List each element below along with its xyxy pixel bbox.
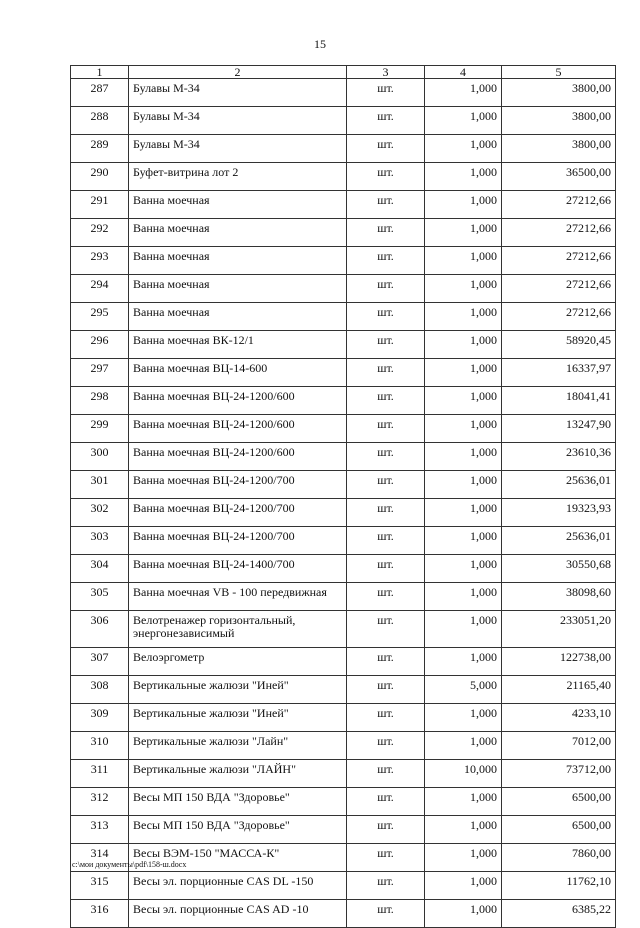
table-row — [71, 676, 616, 704]
item-name: Ванна моечная ВЦ-24-1200/700 — [129, 499, 347, 527]
unit-of-measure: шт. — [347, 191, 425, 219]
table-row — [71, 527, 616, 555]
unit-of-measure: шт. — [347, 359, 425, 387]
amount: 6385,22 — [502, 900, 616, 928]
quantity: 1,000 — [425, 900, 502, 928]
amount: 122738,00 — [502, 648, 616, 676]
amount: 19323,93 — [502, 499, 616, 527]
unit-of-measure: шт. — [347, 107, 425, 135]
row-number: 300 — [71, 443, 129, 471]
unit-of-measure: шт. — [347, 844, 425, 872]
table-row — [71, 135, 616, 163]
row-number: 309 — [71, 704, 129, 732]
item-name: Ванна моечная — [129, 247, 347, 275]
item-name: Весы ВЭМ-150 "МАССА-К" — [129, 844, 347, 872]
row-number: 298 — [71, 387, 129, 415]
item-name: Ванна моечная ВЦ-24-1200/700 — [129, 527, 347, 555]
quantity: 1,000 — [425, 555, 502, 583]
amount: 13247,90 — [502, 415, 616, 443]
row-number: 296 — [71, 331, 129, 359]
quantity: 5,000 — [425, 676, 502, 704]
unit-of-measure: шт. — [347, 732, 425, 760]
unit-of-measure: шт. — [347, 163, 425, 191]
table-row — [71, 611, 616, 648]
table-row — [71, 387, 616, 415]
table-row — [71, 191, 616, 219]
row-number: 289 — [71, 135, 129, 163]
row-number: 306 — [71, 611, 129, 648]
quantity: 1,000 — [425, 275, 502, 303]
amount: 16337,97 — [502, 359, 616, 387]
header-row — [71, 66, 616, 79]
row-number: 294 — [71, 275, 129, 303]
item-name: Ванна моечная — [129, 219, 347, 247]
page-number: 15 — [314, 37, 326, 51]
table-row — [71, 219, 616, 247]
unit-of-measure: шт. — [347, 471, 425, 499]
row-number: 305 — [71, 583, 129, 611]
quantity: 1,000 — [425, 331, 502, 359]
quantity: 1,000 — [425, 415, 502, 443]
unit-of-measure: шт. — [347, 816, 425, 844]
unit-of-measure: шт. — [347, 247, 425, 275]
item-name: Вертикальные жалюзи "Иней" — [129, 676, 347, 704]
amount: 25636,01 — [502, 527, 616, 555]
header-col-4: 4 — [425, 66, 502, 79]
row-number: 312 — [71, 788, 129, 816]
amount: 6500,00 — [502, 816, 616, 844]
quantity: 1,000 — [425, 359, 502, 387]
item-name: Вертикальные жалюзи "Лайн" — [129, 732, 347, 760]
unit-of-measure: шт. — [347, 331, 425, 359]
quantity: 1,000 — [425, 471, 502, 499]
quantity: 1,000 — [425, 107, 502, 135]
amount: 7012,00 — [502, 732, 616, 760]
table-row — [71, 247, 616, 275]
amount: 27212,66 — [502, 275, 616, 303]
table-row — [71, 331, 616, 359]
table-header — [71, 66, 616, 79]
quantity: 1,000 — [425, 872, 502, 900]
quantity: 1,000 — [425, 191, 502, 219]
item-name: Ванна моечная — [129, 191, 347, 219]
table-row — [71, 583, 616, 611]
item-name: Ванна моечная ВЦ-24-1200/700 — [129, 471, 347, 499]
row-number: 295 — [71, 303, 129, 331]
unit-of-measure: шт. — [347, 135, 425, 163]
unit-of-measure: шт. — [347, 79, 425, 107]
header-col-1: 1 — [71, 66, 129, 79]
unit-of-measure: шт. — [347, 611, 425, 648]
amount: 3800,00 — [502, 107, 616, 135]
amount: 27212,66 — [502, 191, 616, 219]
item-name: Булавы М-34 — [129, 107, 347, 135]
unit-of-measure: шт. — [347, 900, 425, 928]
table-row — [71, 760, 616, 788]
item-name: Ванна моечная VB - 100 передвижная — [129, 583, 347, 611]
quantity: 1,000 — [425, 499, 502, 527]
table-row — [71, 359, 616, 387]
table-row — [71, 648, 616, 676]
unit-of-measure: шт. — [347, 415, 425, 443]
item-name: Весы эл. порционные CAS AD -10 — [129, 900, 347, 928]
inventory-table — [70, 65, 616, 928]
header-col-3: 3 — [347, 66, 425, 79]
item-name: Велотренажер горизонтальный, энергонезависимый — [129, 611, 347, 648]
quantity: 1,000 — [425, 732, 502, 760]
quantity: 1,000 — [425, 163, 502, 191]
item-name: Ванна моечная — [129, 303, 347, 331]
row-number: 310 — [71, 732, 129, 760]
table-body — [71, 79, 616, 928]
table-row — [71, 555, 616, 583]
table-row — [71, 443, 616, 471]
unit-of-measure: шт. — [347, 303, 425, 331]
amount: 27212,66 — [502, 303, 616, 331]
row-number: 292 — [71, 219, 129, 247]
table-row — [71, 107, 616, 135]
unit-of-measure: шт. — [347, 583, 425, 611]
quantity: 1,000 — [425, 219, 502, 247]
table-row — [71, 872, 616, 900]
quantity: 1,000 — [425, 788, 502, 816]
row-number: 313 — [71, 816, 129, 844]
unit-of-measure: шт. — [347, 527, 425, 555]
quantity: 1,000 — [425, 247, 502, 275]
unit-of-measure: шт. — [347, 275, 425, 303]
amount: 38098,60 — [502, 583, 616, 611]
footer-file-path: c:\мои документы\pdf\158-ш.docx — [72, 860, 187, 869]
table-row — [71, 275, 616, 303]
item-name: Ванна моечная ВЦ-24-1200/600 — [129, 415, 347, 443]
item-name: Ванна моечная ВЦ-24-1200/600 — [129, 387, 347, 415]
row-number: 299 — [71, 415, 129, 443]
item-name: Вертикальные жалюзи "Иней" — [129, 704, 347, 732]
amount: 4233,10 — [502, 704, 616, 732]
unit-of-measure: шт. — [347, 788, 425, 816]
unit-of-measure: шт. — [347, 676, 425, 704]
item-name: Ванна моечная — [129, 275, 347, 303]
quantity: 1,000 — [425, 704, 502, 732]
item-name: Ванна моечная ВЦ-14-600 — [129, 359, 347, 387]
quantity: 1,000 — [425, 844, 502, 872]
table-row — [71, 163, 616, 191]
table-row — [71, 499, 616, 527]
item-name: Вертикальные жалюзи "ЛАЙН" — [129, 760, 347, 788]
item-name: Булавы М-34 — [129, 79, 347, 107]
item-name: Велоэргометр — [129, 648, 347, 676]
amount: 73712,00 — [502, 760, 616, 788]
table-row — [71, 704, 616, 732]
item-name: Булавы М-34 — [129, 135, 347, 163]
row-number: 303 — [71, 527, 129, 555]
table-row — [71, 79, 616, 107]
item-name: Весы МП 150 ВДА "Здоровье" — [129, 816, 347, 844]
amount: 6500,00 — [502, 788, 616, 816]
amount: 21165,40 — [502, 676, 616, 704]
quantity: 1,000 — [425, 583, 502, 611]
row-number: 301 — [71, 471, 129, 499]
row-number: 308 — [71, 676, 129, 704]
table-row — [71, 900, 616, 928]
amount: 3800,00 — [502, 135, 616, 163]
quantity: 1,000 — [425, 648, 502, 676]
item-name: Ванна моечная ВК-12/1 — [129, 331, 347, 359]
row-number: 315 — [71, 872, 129, 900]
header-col-2: 2 — [129, 66, 347, 79]
row-number: 307 — [71, 648, 129, 676]
header-col-5: 5 — [502, 66, 616, 79]
amount: 30550,68 — [502, 555, 616, 583]
table-row — [71, 816, 616, 844]
table-row — [71, 415, 616, 443]
amount: 27212,66 — [502, 247, 616, 275]
quantity: 1,000 — [425, 303, 502, 331]
quantity: 1,000 — [425, 443, 502, 471]
row-number: 297 — [71, 359, 129, 387]
row-number: 293 — [71, 247, 129, 275]
row-number: 291 — [71, 191, 129, 219]
quantity: 1,000 — [425, 79, 502, 107]
table-row — [71, 788, 616, 816]
row-number: 288 — [71, 107, 129, 135]
quantity: 1,000 — [425, 527, 502, 555]
amount: 7860,00 — [502, 844, 616, 872]
row-number: 287 — [71, 79, 129, 107]
unit-of-measure: шт. — [347, 443, 425, 471]
unit-of-measure: шт. — [347, 555, 425, 583]
amount: 27212,66 — [502, 219, 616, 247]
unit-of-measure: шт. — [347, 387, 425, 415]
quantity: 1,000 — [425, 611, 502, 648]
item-name: Весы эл. порционные CAS DL -150 — [129, 872, 347, 900]
item-name: Буфет-витрина лот 2 — [129, 163, 347, 191]
unit-of-measure: шт. — [347, 219, 425, 247]
row-number: 304 — [71, 555, 129, 583]
quantity: 1,000 — [425, 387, 502, 415]
table-row — [71, 303, 616, 331]
amount: 25636,01 — [502, 471, 616, 499]
unit-of-measure: шт. — [347, 872, 425, 900]
amount: 18041,41 — [502, 387, 616, 415]
quantity: 1,000 — [425, 816, 502, 844]
item-name: Весы МП 150 ВДА "Здоровье" — [129, 788, 347, 816]
row-number: 302 — [71, 499, 129, 527]
row-number: 314 — [71, 844, 129, 872]
amount: 36500,00 — [502, 163, 616, 191]
quantity: 10,000 — [425, 760, 502, 788]
unit-of-measure: шт. — [347, 760, 425, 788]
unit-of-measure: шт. — [347, 704, 425, 732]
item-name: Ванна моечная ВЦ-24-1200/600 — [129, 443, 347, 471]
row-number: 290 — [71, 163, 129, 191]
item-name: Ванна моечная ВЦ-24-1400/700 — [129, 555, 347, 583]
quantity: 1,000 — [425, 135, 502, 163]
amount: 233051,20 — [502, 611, 616, 648]
row-number: 316 — [71, 900, 129, 928]
table-row — [71, 732, 616, 760]
amount: 3800,00 — [502, 79, 616, 107]
amount: 11762,10 — [502, 872, 616, 900]
amount: 23610,36 — [502, 443, 616, 471]
unit-of-measure: шт. — [347, 648, 425, 676]
table-row — [71, 471, 616, 499]
unit-of-measure: шт. — [347, 499, 425, 527]
row-number: 311 — [71, 760, 129, 788]
amount: 58920,45 — [502, 331, 616, 359]
